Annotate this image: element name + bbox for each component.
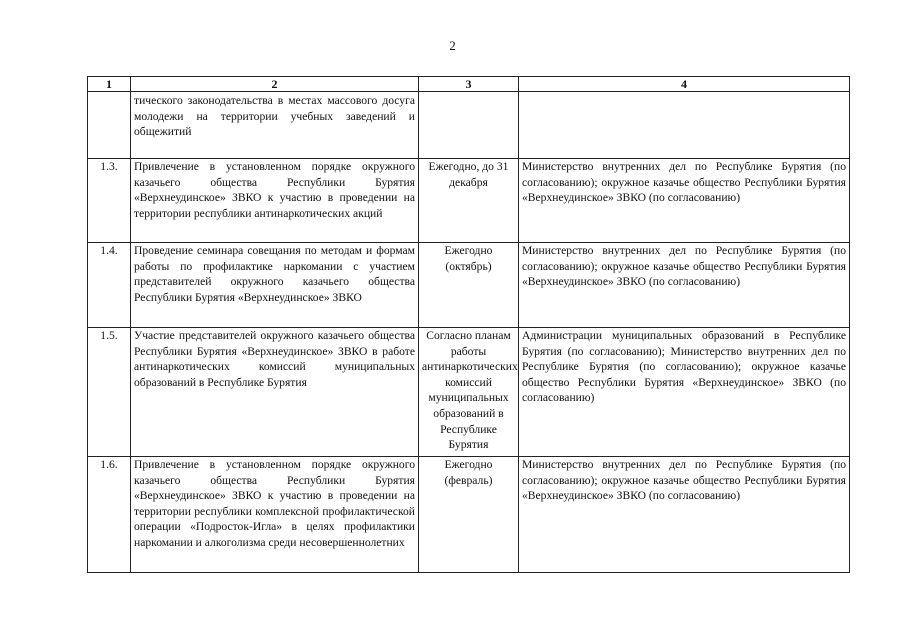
row-executors: Министерство внутренних дел по Республике Бурятия (по согласованию); окружное казачье общество Республики Бурятия «Верхнеудинское» ЗВКО (по согласованию) (519, 457, 850, 573)
row-term: Ежегодно (октябрь) (419, 243, 519, 328)
row-term (419, 92, 519, 159)
table-row-1-3 (88, 159, 850, 243)
row-description: Привлечение в установленном порядке окружного казачьего общества Республики Бурятия «Верхнеудинское» ЗВКО к участию в проведении на территории республики комплексной профилактической операции «Подросток-Игла» в целях профилактики наркомании и алкоголизма среди несовершеннолетних (131, 457, 419, 573)
table-row-1-6 (88, 457, 850, 573)
table-row-1-5 (88, 328, 850, 457)
row-number (88, 92, 131, 159)
row-number: 1.6. (88, 457, 131, 573)
column-header-3: 3 (419, 77, 519, 92)
row-term: Согласно планам работы антинаркотических комиссий муниципальных образований в Республике Бурятия (419, 328, 519, 457)
table-header-row (88, 77, 850, 92)
row-description: Участие представителей окружного казачьего общества Республики Бурятия «Верхнеудинское» ЗВКО в работе антинаркотических комиссий муниципальных образований в Республике Бурятия (131, 328, 419, 457)
column-header-2: 2 (131, 77, 419, 92)
row-executors: Министерство внутренних дел по Республике Бурятия (по согласованию); окружное казачье общество Республики Бурятия «Верхнеудинское» ЗВКО (по согласованию) (519, 243, 850, 328)
column-header-1: 1 (88, 77, 131, 92)
page-number: 2 (449, 38, 456, 53)
row-description: тического законодательства в местах массового досуга молодежи на территории учебных заведений и общежитий (131, 92, 419, 159)
row-number: 1.5. (88, 328, 131, 457)
row-number: 1.4. (88, 243, 131, 328)
row-description: Привлечение в установленном порядке окружного казачьего общества Республики Бурятия «Верхнеудинское» ЗВКО к участию в проведении на территории республики антинаркотических акций (131, 159, 419, 243)
column-header-4: 4 (519, 77, 850, 92)
row-number: 1.3. (88, 159, 131, 243)
row-term: Ежегодно (февраль) (419, 457, 519, 573)
table-row-continued (88, 92, 850, 159)
row-term: Ежегодно, до 31 декабря (419, 159, 519, 243)
table-row-1-4 (88, 243, 850, 328)
row-executors (519, 92, 850, 159)
row-executors: Министерство внутренних дел по Республике Бурятия (по согласованию); окружное казачье общество Республики Бурятия «Верхнеудинское» ЗВКО (по согласованию) (519, 159, 850, 243)
row-executors: Администрации муниципальных образований в Республике Бурятия (по согласованию); Министерство внутренних дел по Республике Бурятия (по согласованию); окружное казачье общество Республики Бурятия «Верхнеудинское» ЗВКО (по согласованию) (519, 328, 850, 457)
measures-table (87, 76, 850, 573)
row-description: Проведение семинара совещания по методам и формам работы по профилактике наркомании с участием представителей окружного казачьего общества Республики Бурятия «Верхнеудинское» ЗВКО (131, 243, 419, 328)
